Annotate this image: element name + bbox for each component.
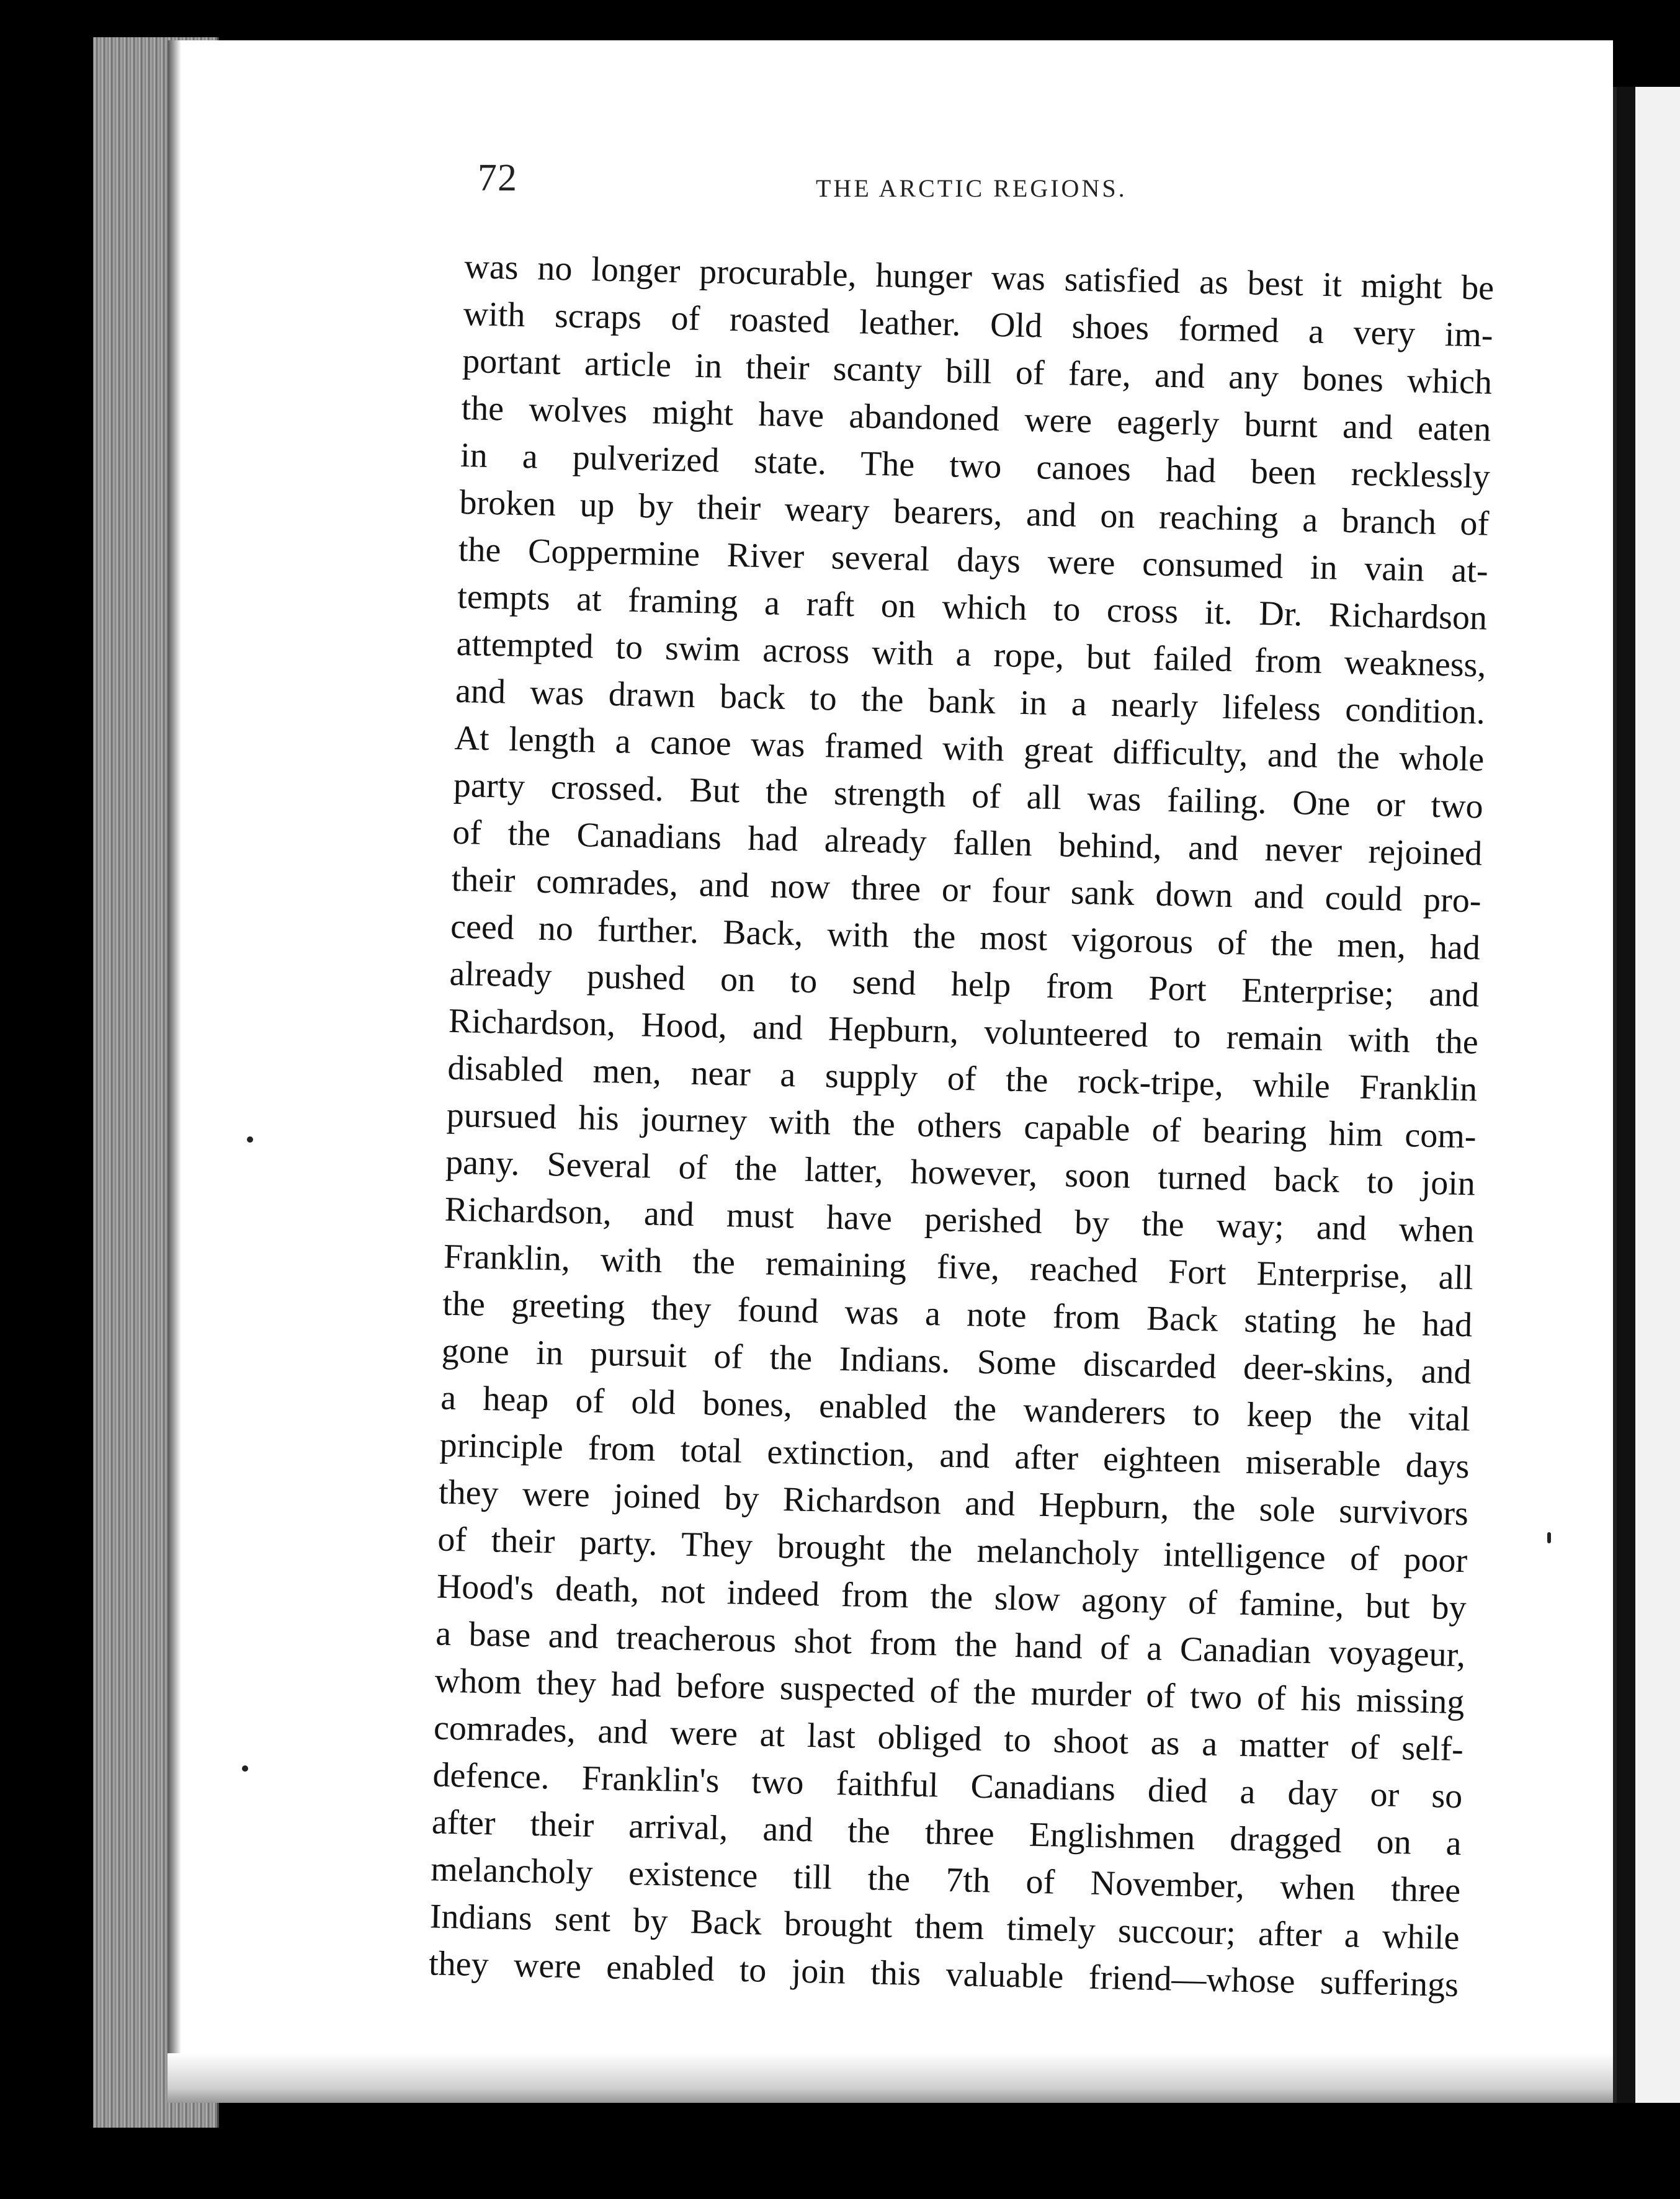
text-line: of their party. They brought the melancholy intelligence of poor xyxy=(437,1520,1468,1581)
text-line: Franklin, with the remaining five, reached Fort Enterprise, all xyxy=(443,1237,1474,1298)
text-line: a heap of old bones, enabled the wanderers to keep the vital xyxy=(440,1378,1471,1439)
text-line: tempts at framing a raft on which to cross it. Dr. Richardson xyxy=(457,577,1488,638)
text-line: of the Canadians had already fallen behind, and never rejoined xyxy=(452,813,1483,873)
text-line: defence. Franklin's two faithful Canadians died a day or so xyxy=(432,1755,1463,1816)
text-line: they were joined by Richardson and Hepburn, the sole survivors xyxy=(438,1473,1469,1533)
text-line: attempted to swim across with a rope, but failed from weakness, xyxy=(456,624,1487,685)
text-line: melancholy existence till the 7th of November, when three xyxy=(430,1850,1461,1911)
text-line: and was drawn back to the bank in a nearly lifeless condition. xyxy=(455,671,1486,732)
text-line: gone in pursuit of the Indians. Some discarded deer-skins, and xyxy=(441,1331,1472,1392)
text-line: principle from total extinction, and after eighteen miserable days xyxy=(439,1425,1470,1486)
running-title: THE ARCTIC REGIONS. xyxy=(816,174,1127,202)
text-line: they were enabled to join this valuable friend—whose sufferings xyxy=(428,1944,1459,2005)
text-line: the wolves might have abandoned were eagerly burnt and eaten xyxy=(461,388,1492,449)
text-line: already pushed on to send help from Port Enterprise; and xyxy=(449,954,1480,1015)
text-line: At length a canoe was framed with great difficulty, and the whole xyxy=(454,718,1485,779)
text-line: with scraps of roasted leather. Old shoes formed a very im- xyxy=(463,294,1494,355)
text-line: portant article in their scanty bill of fare, and any bones which xyxy=(462,341,1493,402)
text-line: pany. Several of the latter, however, soon turned back to join xyxy=(445,1143,1476,1203)
text-line: Richardson, and must have perished by the way; and when xyxy=(444,1190,1475,1251)
text-line: broken up by their weary bearers, and on reaching a branch of xyxy=(458,483,1490,543)
text-line: the greeting they found was a note from Back stating he had xyxy=(442,1284,1473,1345)
text-line: disabled men, near a supply of the rock-tripe, while Franklin xyxy=(447,1048,1478,1109)
text-line: Richardson, Hood, and Hepburn, volunteered to remain with the xyxy=(448,1001,1479,1062)
text-line: whom they had before suspected of the murder of two of his missing xyxy=(434,1661,1465,1722)
text-line: was no longer procurable, hunger was satisfied as best it might be xyxy=(463,247,1495,308)
text-line: the Coppermine River several days were consumed in vain at- xyxy=(458,530,1489,591)
text-line: ceed no further. Back, with the most vigorous of the men, had xyxy=(450,907,1481,968)
text-line: comrades, and were at last obliged to shoot as a matter of self- xyxy=(433,1708,1464,1769)
text-line: Hood's death, not indeed from the slow agony of famine, but by xyxy=(436,1567,1467,1628)
text-line: Indians sent by Back brought them timely succour; after a while xyxy=(429,1897,1460,1958)
text-line: after their arrival, and the three Englishmen dragged on a xyxy=(431,1803,1462,1863)
text-line: a base and treacherous shot from the hand of a Canadian voyageur, xyxy=(435,1614,1466,1675)
text-line: party crossed. But the strength of all was failing. One or two xyxy=(453,765,1484,826)
text-line: in a pulverized state. The two canoes had been recklessly xyxy=(460,435,1491,496)
text-line: pursued his journey with the others capable of bearing him com- xyxy=(446,1095,1477,1156)
text-line: their comrades, and now three or four sank down and could pro- xyxy=(451,860,1482,921)
page-number: 72 xyxy=(478,157,517,199)
